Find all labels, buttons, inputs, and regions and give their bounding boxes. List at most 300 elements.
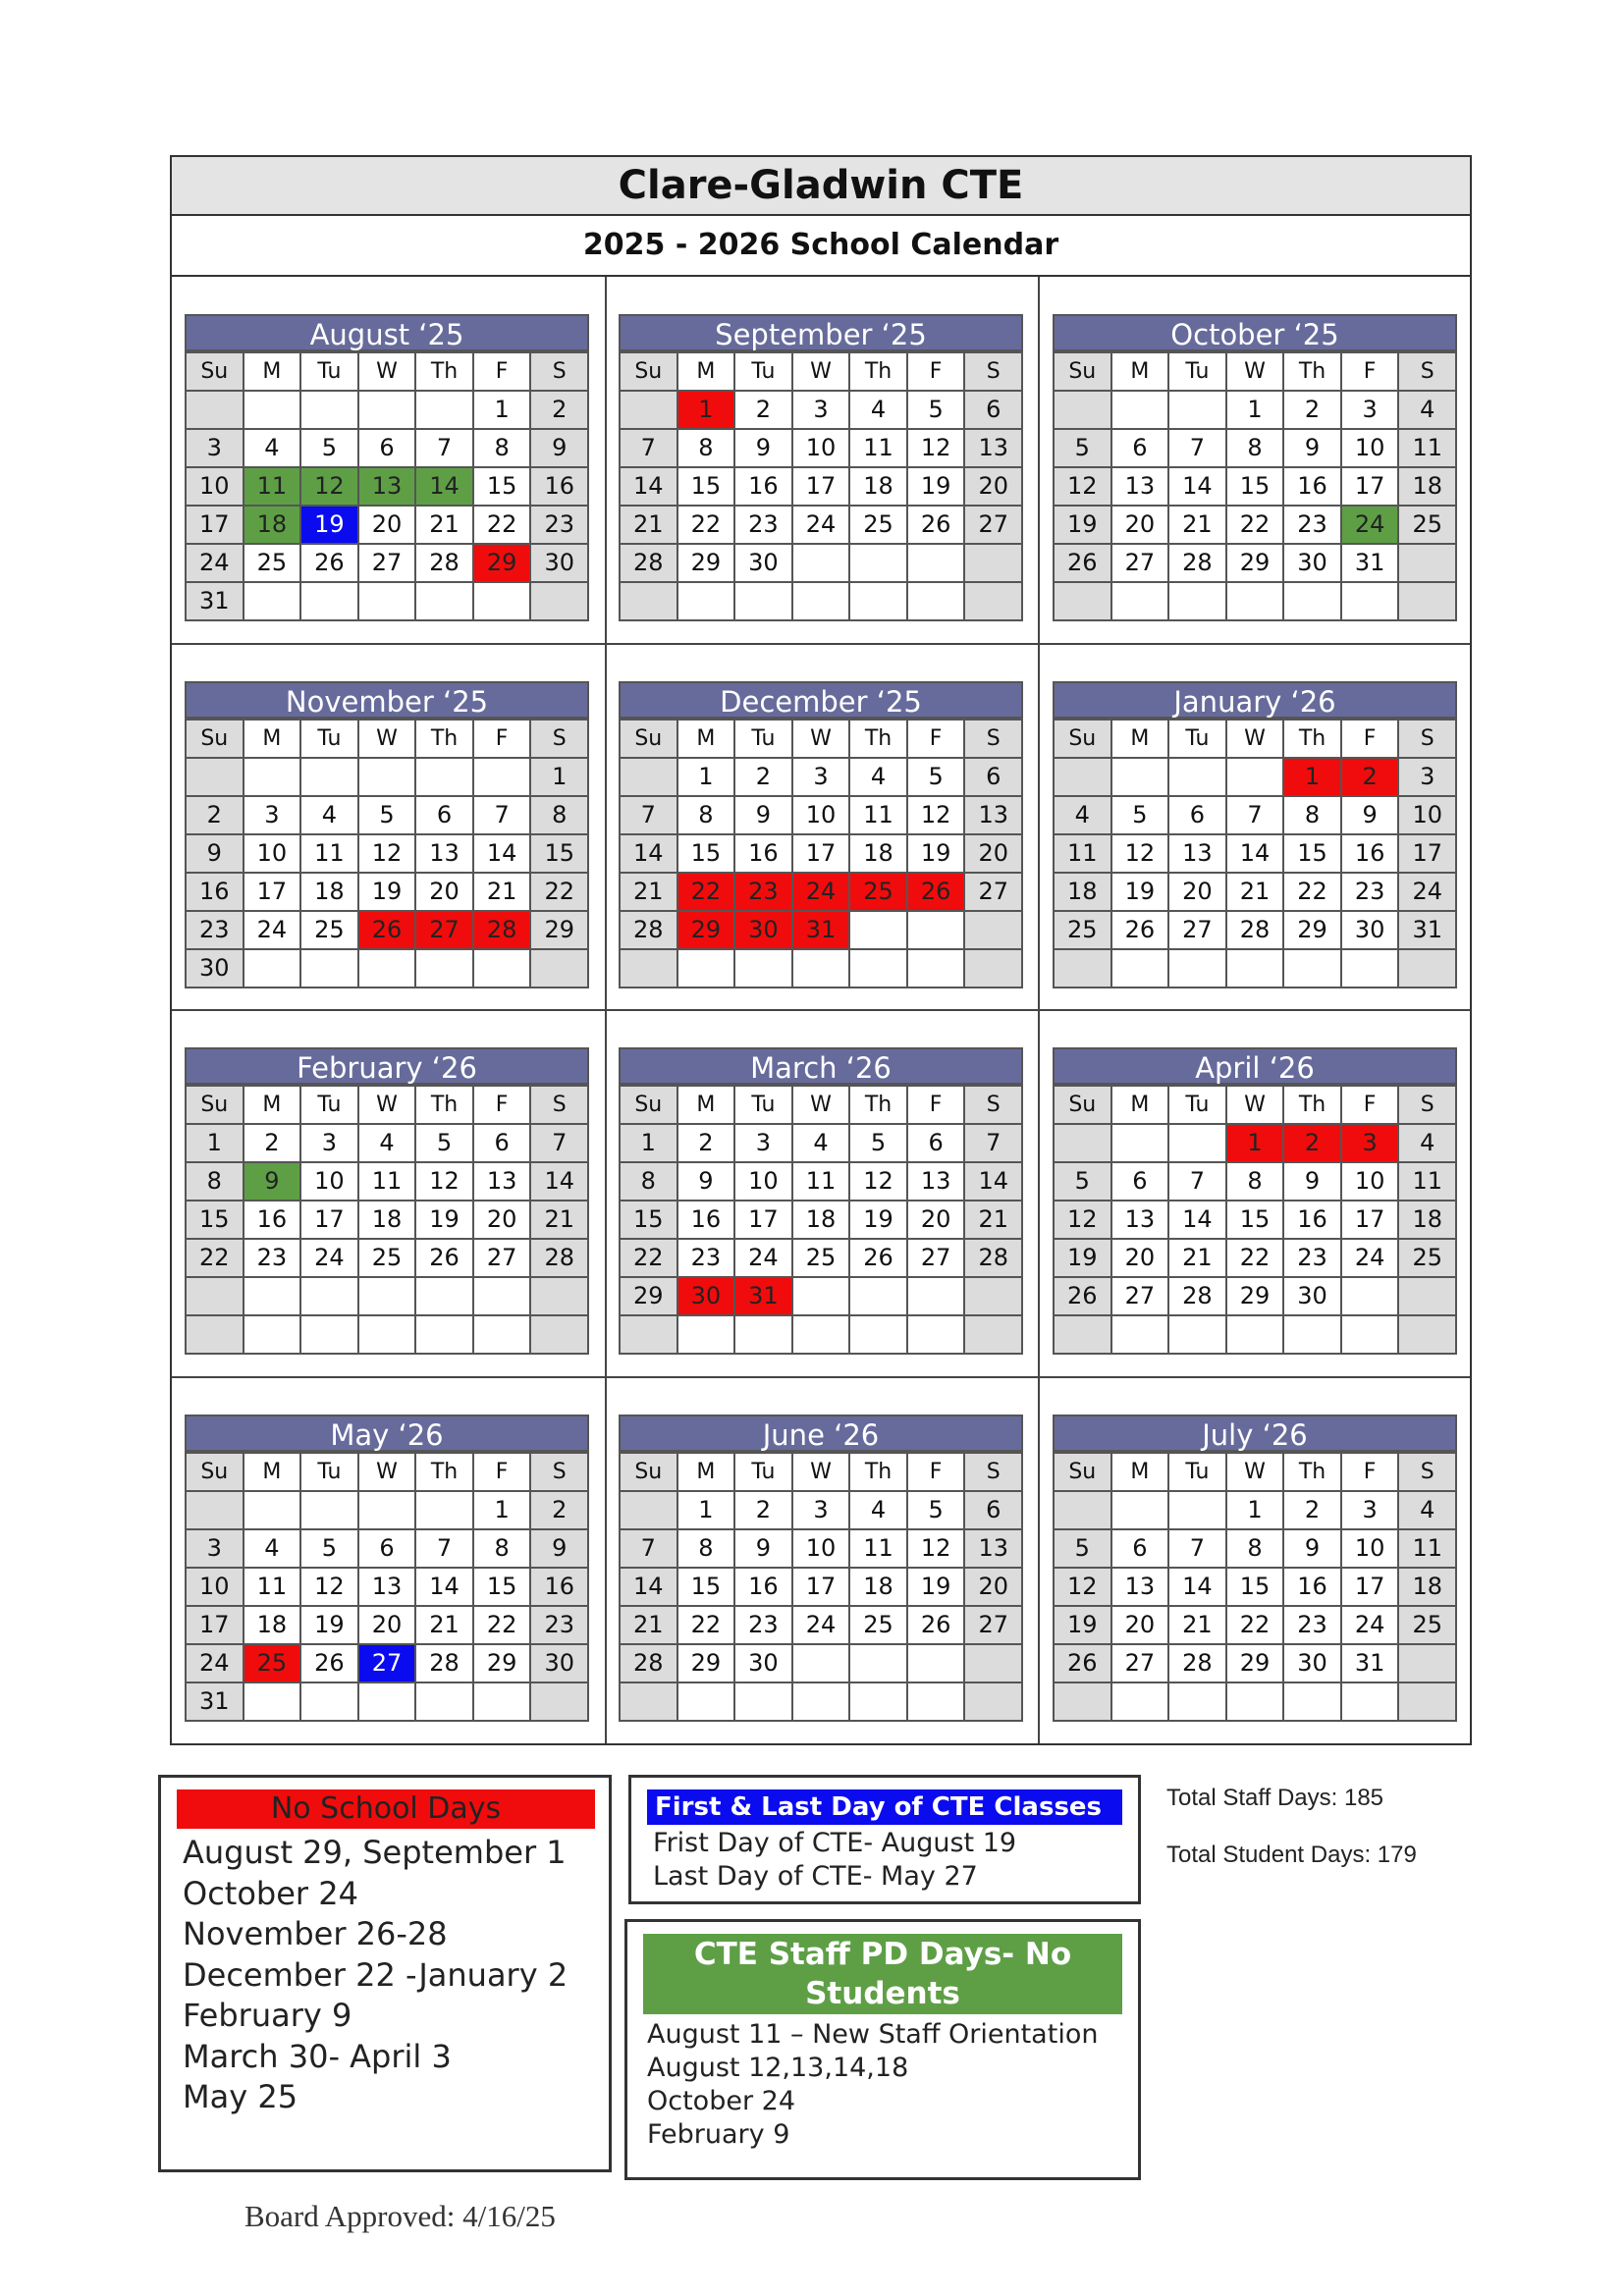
day-cell: 4	[850, 759, 908, 797]
weekday-header: M	[678, 1454, 736, 1492]
day-cell: 16	[187, 874, 244, 912]
weekday-header: W	[793, 1454, 851, 1492]
day-cell: 7	[416, 430, 474, 468]
weekday-header: M	[244, 353, 302, 392]
day-cell: 19	[1055, 1607, 1112, 1645]
weekday-header: M	[678, 721, 736, 759]
day-cell: 25	[850, 1607, 908, 1645]
empty-cell	[474, 1278, 532, 1316]
empty-cell	[1227, 1683, 1285, 1722]
day-cell: 28	[531, 1240, 589, 1278]
day-cell: 5	[1055, 1163, 1112, 1201]
day-cell: 12	[908, 1530, 966, 1569]
month-calendar	[185, 681, 589, 988]
day-cell: 26	[301, 545, 359, 583]
day-cell: 22	[678, 507, 736, 545]
day-cell: 22	[1284, 874, 1342, 912]
day-cell: 23	[531, 507, 589, 545]
day-cell: 31	[1342, 545, 1400, 583]
weekday-header: Su	[187, 353, 244, 392]
weekday-header: W	[1227, 1454, 1285, 1492]
day-cell: 7	[531, 1125, 589, 1163]
day-cell: 26	[301, 1645, 359, 1683]
row-divider	[172, 1009, 1470, 1011]
first-last-day-legend	[628, 1775, 1141, 1904]
empty-cell	[301, 1316, 359, 1355]
day-cell: 3	[244, 797, 302, 835]
day-cell: 25	[244, 545, 302, 583]
day-cell: 17	[735, 1201, 793, 1240]
empty-cell	[678, 583, 736, 621]
day-cell: 5	[359, 797, 417, 835]
day-cell: 16	[735, 468, 793, 507]
day-cell: 26	[908, 507, 966, 545]
empty-cell	[850, 950, 908, 988]
weekday-header: Su	[187, 721, 244, 759]
day-cell: 15	[1227, 468, 1285, 507]
weekday-header: Tu	[735, 353, 793, 392]
day-cell: 29	[678, 1645, 736, 1683]
empty-cell	[359, 1316, 417, 1355]
weekday-header: Tu	[301, 353, 359, 392]
day-cell: 5	[908, 759, 966, 797]
empty-cell	[187, 392, 244, 430]
day-cell: 16	[1284, 1569, 1342, 1607]
day-cell: 19	[908, 468, 966, 507]
day-cell: 12	[1055, 468, 1112, 507]
empty-cell	[1342, 1316, 1400, 1355]
day-cell: 17	[301, 1201, 359, 1240]
weekday-header: F	[1342, 1087, 1400, 1125]
empty-cell	[1169, 1492, 1227, 1530]
weekday-header: W	[1227, 721, 1285, 759]
day-cell: 5	[416, 1125, 474, 1163]
day-cell: 24	[244, 912, 302, 950]
day-cell: 14	[621, 835, 678, 874]
day-cell: 3	[1342, 392, 1400, 430]
day-cell: 28	[621, 912, 678, 950]
day-cell: 4	[301, 797, 359, 835]
no-school-legend	[158, 1775, 612, 2172]
month-calendar	[1053, 681, 1457, 988]
weekday-header: Th	[416, 1087, 474, 1125]
empty-cell	[531, 1278, 589, 1316]
empty-cell	[965, 1278, 1023, 1316]
day-cell: 20	[965, 468, 1023, 507]
empty-cell	[531, 1316, 589, 1355]
empty-cell	[1342, 950, 1400, 988]
day-cell: 16	[244, 1201, 302, 1240]
day-cell: 13	[965, 1530, 1023, 1569]
list-item: Frist Day of CTE- August 19	[653, 1828, 1017, 1858]
month-title: January ‘26	[1053, 681, 1457, 719]
day-cell: 3	[301, 1125, 359, 1163]
day-cell: 22	[187, 1240, 244, 1278]
weekday-header: Th	[850, 1454, 908, 1492]
day-cell: 8	[474, 430, 532, 468]
day-cell: 26	[1055, 1278, 1112, 1316]
day-cell: 22	[1227, 1607, 1285, 1645]
day-cell: 6	[1169, 797, 1227, 835]
day-cell: 4	[793, 1125, 851, 1163]
weekday-header: Tu	[735, 721, 793, 759]
day-cell: 17	[1342, 1569, 1400, 1607]
day-cell: 27	[359, 1645, 417, 1683]
empty-cell	[1342, 1683, 1400, 1722]
weekday-header: Su	[187, 1087, 244, 1125]
weekday-header: M	[244, 721, 302, 759]
empty-cell	[850, 545, 908, 583]
day-cell: 15	[1284, 835, 1342, 874]
day-cell: 30	[187, 950, 244, 988]
empty-cell	[1227, 950, 1285, 988]
day-cell: 30	[735, 545, 793, 583]
empty-cell	[965, 1683, 1023, 1722]
day-cell: 8	[187, 1163, 244, 1201]
month-day-grid	[1053, 719, 1457, 988]
empty-cell	[735, 583, 793, 621]
empty-cell	[1284, 1316, 1342, 1355]
day-cell: 13	[1169, 835, 1227, 874]
day-cell: 3	[187, 1530, 244, 1569]
month-title: February ‘26	[185, 1047, 589, 1085]
day-cell: 28	[1169, 1645, 1227, 1683]
day-cell: 23	[735, 507, 793, 545]
month-day-grid	[619, 351, 1023, 621]
day-cell: 24	[1342, 507, 1400, 545]
empty-cell	[187, 759, 244, 797]
weekday-header: S	[1399, 721, 1457, 759]
weekday-header: W	[359, 1454, 417, 1492]
empty-cell	[244, 950, 302, 988]
weekday-header: W	[793, 1087, 851, 1125]
day-cell: 19	[301, 507, 359, 545]
month-calendar	[619, 1415, 1023, 1722]
day-cell: 20	[416, 874, 474, 912]
weekday-header: W	[359, 721, 417, 759]
day-cell: 17	[793, 835, 851, 874]
empty-cell	[359, 1492, 417, 1530]
day-cell: 1	[621, 1125, 678, 1163]
day-cell: 19	[1112, 874, 1170, 912]
day-cell: 18	[793, 1201, 851, 1240]
day-cell: 19	[301, 1607, 359, 1645]
weekday-header: M	[1112, 1087, 1170, 1125]
list-item: February 9	[647, 2119, 790, 2150]
day-cell: 1	[678, 392, 736, 430]
day-cell: 21	[621, 1607, 678, 1645]
day-cell: 19	[1055, 1240, 1112, 1278]
empty-cell	[1055, 1316, 1112, 1355]
empty-cell	[793, 1316, 851, 1355]
day-cell: 14	[621, 1569, 678, 1607]
day-cell: 28	[474, 912, 532, 950]
empty-cell	[301, 392, 359, 430]
day-cell: 1	[678, 1492, 736, 1530]
day-cell: 26	[1055, 1645, 1112, 1683]
day-cell: 4	[359, 1125, 417, 1163]
day-cell: 31	[1342, 1645, 1400, 1683]
day-cell: 2	[735, 1492, 793, 1530]
empty-cell	[1112, 392, 1170, 430]
day-cell: 18	[1399, 468, 1457, 507]
day-cell: 23	[735, 1607, 793, 1645]
day-cell: 20	[965, 835, 1023, 874]
day-cell: 28	[1227, 912, 1285, 950]
totals	[1166, 1785, 1417, 1898]
day-cell: 17	[187, 507, 244, 545]
day-cell: 13	[359, 1569, 417, 1607]
day-cell: 1	[474, 392, 532, 430]
day-cell: 27	[474, 1240, 532, 1278]
empty-cell	[244, 1316, 302, 1355]
day-cell: 16	[678, 1201, 736, 1240]
weekday-header: W	[793, 353, 851, 392]
day-cell: 4	[850, 1492, 908, 1530]
day-cell: 4	[1399, 1492, 1457, 1530]
day-cell: 20	[1112, 1240, 1170, 1278]
empty-cell	[1399, 583, 1457, 621]
day-cell: 15	[678, 1569, 736, 1607]
day-cell: 15	[187, 1201, 244, 1240]
day-cell: 2	[735, 759, 793, 797]
day-cell: 21	[621, 507, 678, 545]
day-cell: 12	[908, 430, 966, 468]
day-cell: 21	[1169, 507, 1227, 545]
empty-cell	[908, 1278, 966, 1316]
weekday-header: Th	[850, 353, 908, 392]
empty-cell	[1399, 545, 1457, 583]
weekday-header: Su	[1055, 1454, 1112, 1492]
weekday-header: S	[1399, 1454, 1457, 1492]
empty-cell	[474, 759, 532, 797]
empty-cell	[735, 1683, 793, 1722]
day-cell: 31	[187, 583, 244, 621]
empty-cell	[416, 1683, 474, 1722]
day-cell: 29	[474, 1645, 532, 1683]
day-cell: 23	[1284, 507, 1342, 545]
day-cell: 10	[244, 835, 302, 874]
day-cell: 8	[621, 1163, 678, 1201]
list-item: November 26-28	[183, 1915, 448, 1952]
day-cell: 30	[1284, 545, 1342, 583]
empty-cell	[359, 1683, 417, 1722]
day-cell: 9	[1342, 797, 1400, 835]
empty-cell	[1112, 1316, 1170, 1355]
day-cell: 31	[735, 1278, 793, 1316]
day-cell: 20	[1169, 874, 1227, 912]
empty-cell	[301, 950, 359, 988]
empty-cell	[1284, 583, 1342, 621]
empty-cell	[1284, 1683, 1342, 1722]
empty-cell	[1055, 950, 1112, 988]
day-cell: 23	[187, 912, 244, 950]
day-cell: 14	[531, 1163, 589, 1201]
day-cell: 10	[1399, 797, 1457, 835]
day-cell: 23	[678, 1240, 736, 1278]
empty-cell	[244, 583, 302, 621]
day-cell: 12	[301, 1569, 359, 1607]
list-item: December 22 -January 2	[183, 1955, 568, 1994]
day-cell: 11	[793, 1163, 851, 1201]
weekday-header: S	[965, 1454, 1023, 1492]
empty-cell	[965, 1316, 1023, 1355]
day-cell: 27	[1169, 912, 1227, 950]
day-cell: 20	[359, 507, 417, 545]
day-cell: 22	[1227, 1240, 1285, 1278]
day-cell: 29	[1227, 545, 1285, 583]
day-cell: 2	[187, 797, 244, 835]
months-grid	[172, 277, 1470, 1743]
month-day-grid	[1053, 351, 1457, 621]
day-cell: 7	[1169, 1530, 1227, 1569]
weekday-header: Th	[850, 721, 908, 759]
day-cell: 14	[621, 468, 678, 507]
day-cell: 1	[531, 759, 589, 797]
day-cell: 20	[474, 1201, 532, 1240]
day-cell: 11	[850, 430, 908, 468]
day-cell: 26	[908, 874, 966, 912]
empty-cell	[1055, 1492, 1112, 1530]
empty-cell	[531, 1683, 589, 1722]
day-cell: 14	[965, 1163, 1023, 1201]
day-cell: 6	[1112, 1163, 1170, 1201]
day-cell: 31	[1399, 912, 1457, 950]
weekday-header: Su	[1055, 721, 1112, 759]
weekday-header: W	[1227, 353, 1285, 392]
day-cell: 1	[1284, 759, 1342, 797]
day-cell: 3	[1342, 1492, 1400, 1530]
day-cell: 22	[531, 874, 589, 912]
empty-cell	[1399, 1645, 1457, 1683]
day-cell: 25	[793, 1240, 851, 1278]
day-cell: 8	[678, 797, 736, 835]
empty-cell	[793, 950, 851, 988]
day-cell: 27	[965, 507, 1023, 545]
weekday-header: Su	[621, 721, 678, 759]
day-cell: 17	[793, 468, 851, 507]
day-cell: 22	[678, 1607, 736, 1645]
day-cell: 16	[531, 468, 589, 507]
empty-cell	[244, 1492, 302, 1530]
day-cell: 18	[850, 1569, 908, 1607]
weekday-header: F	[1342, 1454, 1400, 1492]
empty-cell	[1169, 950, 1227, 988]
empty-cell	[793, 1683, 851, 1722]
day-cell: 10	[1342, 1163, 1400, 1201]
day-cell: 6	[965, 1492, 1023, 1530]
day-cell: 14	[474, 835, 532, 874]
empty-cell	[965, 912, 1023, 950]
day-cell: 21	[1169, 1607, 1227, 1645]
day-cell: 5	[301, 430, 359, 468]
empty-cell	[1169, 1125, 1227, 1163]
day-cell: 21	[531, 1201, 589, 1240]
day-cell: 29	[678, 545, 736, 583]
staff-pd-legend	[624, 1919, 1141, 2180]
empty-cell	[1112, 1492, 1170, 1530]
day-cell: 8	[474, 1530, 532, 1569]
month-title: March ‘26	[619, 1047, 1023, 1085]
day-cell: 30	[531, 1645, 589, 1683]
weekday-header: W	[793, 721, 851, 759]
day-cell: 17	[793, 1569, 851, 1607]
empty-cell	[793, 1645, 851, 1683]
calendar-frame	[170, 155, 1472, 1745]
weekday-header: Tu	[735, 1087, 793, 1125]
day-cell: 23	[1342, 874, 1400, 912]
weekday-header: Su	[1055, 353, 1112, 392]
day-cell: 9	[735, 797, 793, 835]
day-cell: 30	[1284, 1278, 1342, 1316]
day-cell: 8	[678, 430, 736, 468]
empty-cell	[1112, 759, 1170, 797]
day-cell: 3	[1399, 759, 1457, 797]
day-cell: 9	[187, 835, 244, 874]
day-cell: 28	[1169, 1278, 1227, 1316]
first-last-list	[653, 1827, 1016, 1894]
day-cell: 13	[1112, 1201, 1170, 1240]
day-cell: 11	[1399, 1530, 1457, 1569]
empty-cell	[850, 1645, 908, 1683]
day-cell: 6	[474, 1125, 532, 1163]
day-cell: 11	[244, 468, 302, 507]
day-cell: 24	[793, 507, 851, 545]
day-cell: 16	[1342, 835, 1400, 874]
day-cell: 9	[735, 430, 793, 468]
empty-cell	[793, 545, 851, 583]
empty-cell	[531, 583, 589, 621]
day-cell: 9	[531, 430, 589, 468]
empty-cell	[621, 1316, 678, 1355]
empty-cell	[621, 392, 678, 430]
day-cell: 4	[1055, 797, 1112, 835]
weekday-header: S	[531, 1454, 589, 1492]
day-cell: 12	[1055, 1569, 1112, 1607]
weekday-header: S	[1399, 353, 1457, 392]
month-calendar	[619, 681, 1023, 988]
weekday-header: Th	[1284, 1087, 1342, 1125]
empty-cell	[474, 583, 532, 621]
day-cell: 27	[359, 545, 417, 583]
day-cell: 21	[416, 507, 474, 545]
day-cell: 12	[416, 1163, 474, 1201]
empty-cell	[301, 583, 359, 621]
day-cell: 7	[1169, 430, 1227, 468]
month-title: June ‘26	[619, 1415, 1023, 1452]
day-cell: 21	[965, 1201, 1023, 1240]
day-cell: 18	[850, 468, 908, 507]
list-item: May 25	[183, 2078, 298, 2115]
month-calendar	[185, 1415, 589, 1722]
weekday-header: M	[244, 1087, 302, 1125]
day-cell: 27	[908, 1240, 966, 1278]
board-approved-note: Board Approved: 4/16/25	[244, 2199, 556, 2233]
day-cell: 21	[1169, 1240, 1227, 1278]
day-cell: 6	[1112, 1530, 1170, 1569]
day-cell: 6	[359, 430, 417, 468]
empty-cell	[1227, 759, 1285, 797]
day-cell: 11	[1399, 1163, 1457, 1201]
day-cell: 15	[474, 1569, 532, 1607]
day-cell: 23	[244, 1240, 302, 1278]
page-subtitle: 2025 - 2026 School Calendar	[172, 216, 1470, 277]
day-cell: 5	[1055, 1530, 1112, 1569]
empty-cell	[908, 1645, 966, 1683]
day-cell: 7	[416, 1530, 474, 1569]
weekday-header: M	[1112, 353, 1170, 392]
row-divider	[172, 643, 1470, 645]
